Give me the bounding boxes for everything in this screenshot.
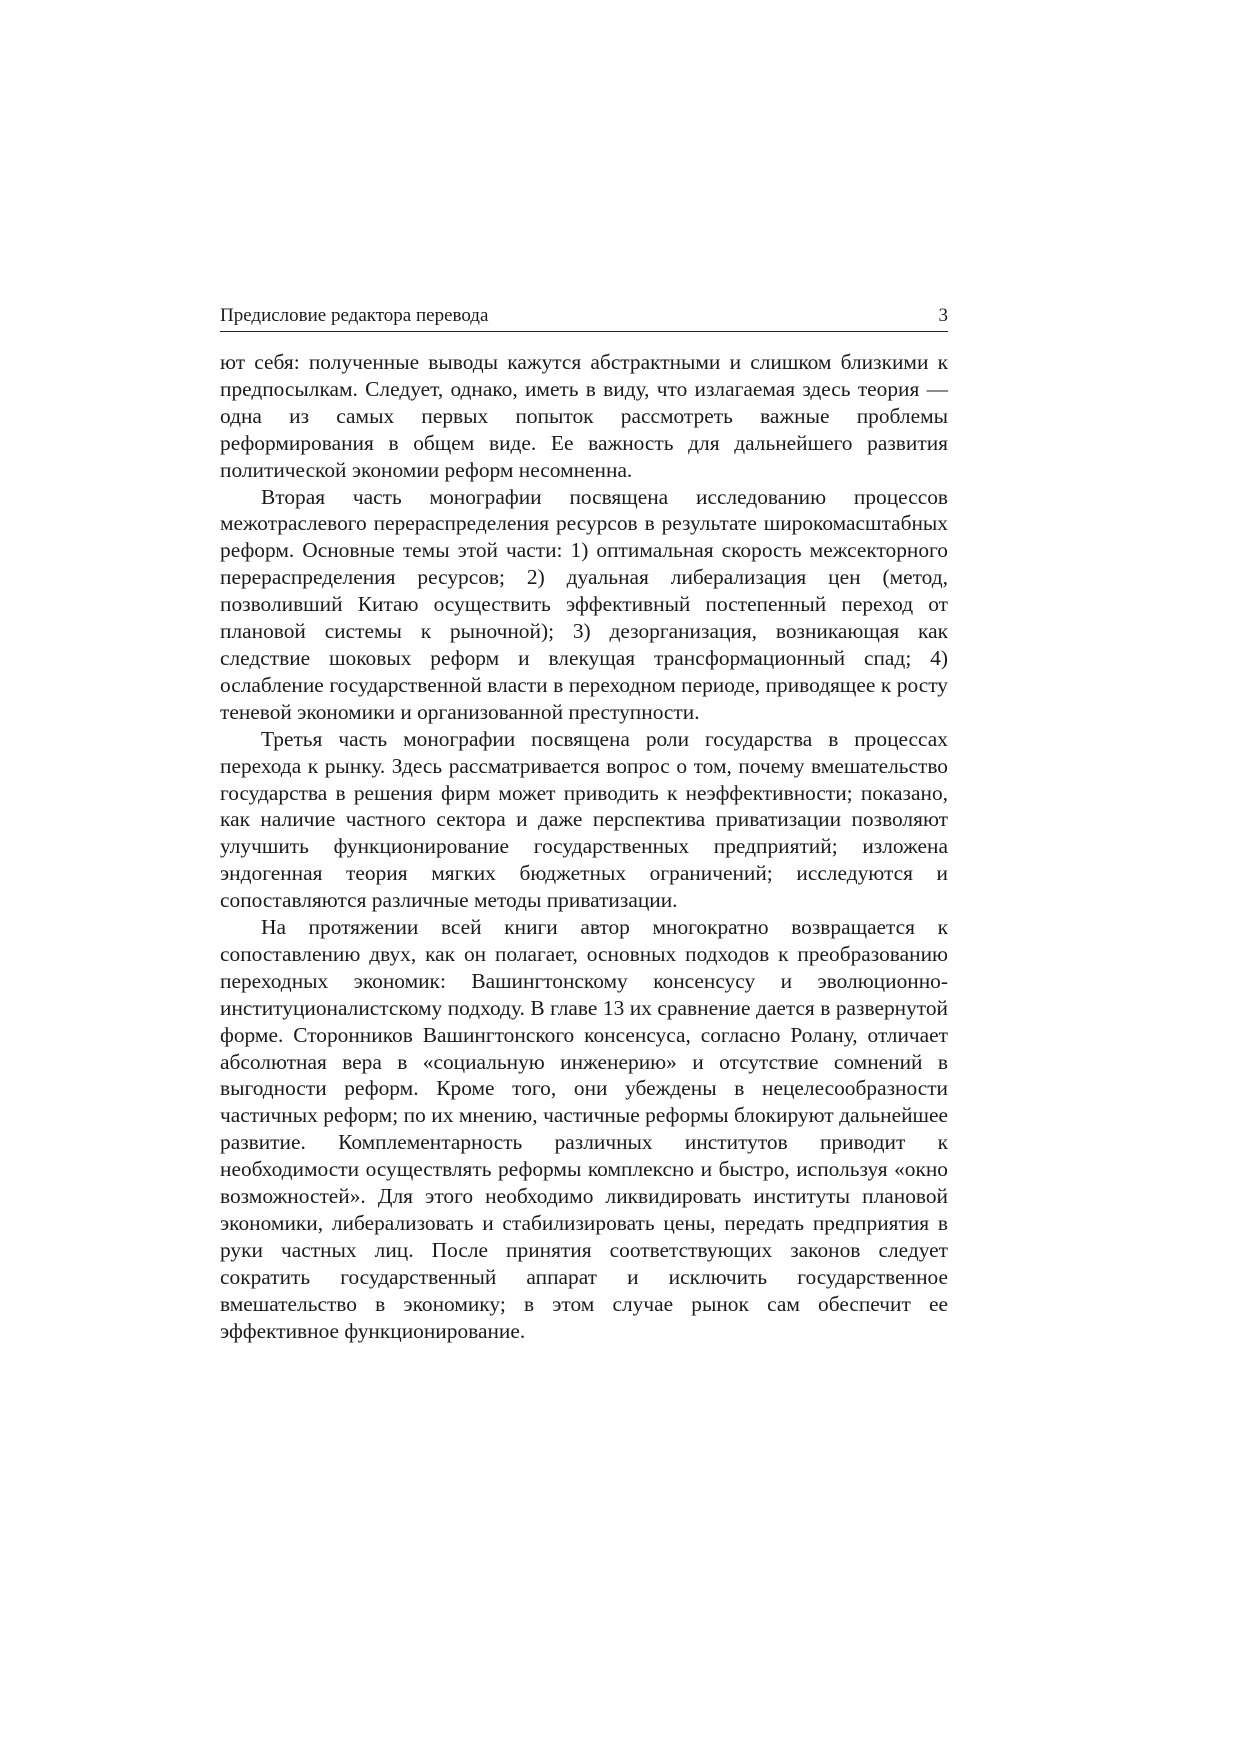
paragraph-part-two: Вторая часть монографии посвящена исследованию процессов межотраслевого перераспределения ресурсов в результате широкомасштабных реформ. Основные темы этой части: 1) оптимальная скорость межсекторного перераспределения ресурсов; 2) дуальная либерализация цен (метод, позволивший Китаю осуществить эффективный постепенный переход от плановой системы к рыночной); 3) дезорганизация, возникающая как следствие шоковых реформ и влекущая трансформационный спад; 4) ослабление государственной власти в переходном периоде, приводящее к росту теневой экономики и организованной преступности. bbox=[220, 484, 948, 724]
paragraph-part-three: Третья часть монографии посвящена роли государства в процессах перехода к рынку. Здесь рассматривается вопрос о том, почему вмешательство государства в решения фирм может приводить к неэффективности; показано, как наличие частного сектора и даже перспектива приватизации позволяют улучшить функционирование государственных предприятий; изложена эндогенная теория мягких бюджетных ограничений; исследуются и сопоставляются различные методы приватизации. bbox=[220, 726, 948, 913]
running-title: Предисловие редактора перевода bbox=[220, 305, 489, 326]
page-number: 3 bbox=[938, 305, 948, 326]
text-body bbox=[220, 349, 948, 1345]
page-header bbox=[220, 303, 948, 332]
paragraph-continuation: ют себя: полученные выводы кажутся абстрактными и слишком близкими к предпосылкам. Следует, однако, иметь в виду, что излагаемая здесь теория — одна из самых первых попыток рассмотреть важные проблемы реформирования в общем виде. Ее важность для дальнейшего развития политической экономии реформ несомненна. bbox=[220, 350, 948, 482]
paragraph-approaches: На протяжении всей книги автор многократно возвращается к сопоставлению двух, как он полагает, основных подходов к преобразованию переходных экономик: Вашингтонскому консенсусу и эволюционно-институционалистскому подходу. В главе 13 их сравнение дается в развернутой форме. Сторонников Вашингтонского консенсуса, согласно Ролану, отличает абсолютная вера в «социальную инженерию» и отсутствие сомнений в выгодности реформ. Кроме того, они убеждены в нецелесообразности частичных реформ; по их мнению, частичные реформы блокируют дальнейшее развитие. Комплементарность различных институтов приводит к необходимости осуществлять реформы комплексно и быстро, используя «окно возможностей». Для этого необходимо ликвидировать институты плановой экономики, либерализовать и стабилизировать цены, передать предприятия в руки частных лиц. После принятия соответствующих законов следует сократить государственный аппарат и исключить государственное вмешательство в экономику; в этом случае рынок сам обеспечит ее эффективное функционирование. bbox=[220, 915, 948, 1343]
